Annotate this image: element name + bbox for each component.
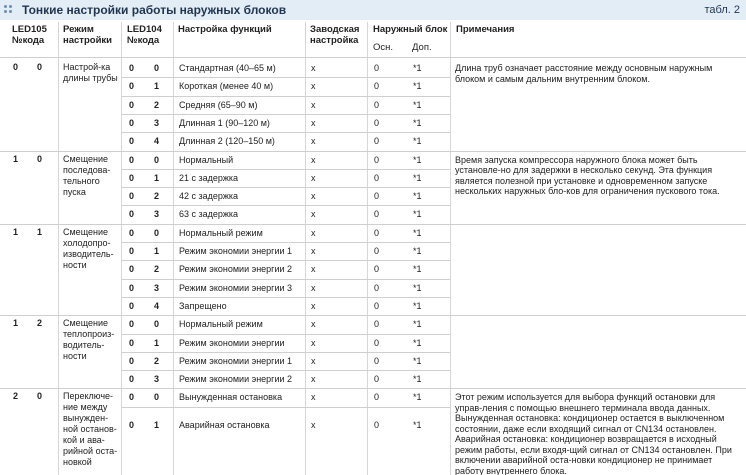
led104-code-a: 0 [129,337,135,348]
led105-code-a: 2 [13,391,19,402]
outdoor-main: 0 [374,246,380,256]
function-setting: Режим экономии энергии 3 [179,282,293,293]
function-setting: Аварийная остановка [179,419,270,430]
outdoor-main: 0 [374,337,380,348]
outdoor-main: 0 [374,282,380,293]
row-divider [121,260,450,261]
table-number: табл. 2 [704,4,740,16]
row-divider [121,205,450,206]
function-setting: Нормальный режим [179,319,263,330]
outdoor-additional: *1 [413,355,422,366]
led105-code-b: 0 [37,153,43,164]
column-divider [58,22,59,475]
led104-code-b: 2 [154,99,160,110]
row-divider [121,114,450,115]
led104-code-a: 0 [129,191,135,202]
led104-code-a: 0 [129,209,135,220]
function-setting: Режим экономии энергии 2 [179,374,293,385]
factory-setting: x [311,81,316,92]
led105-code-b: 0 [37,62,43,72]
led104-code-a: 0 [129,246,135,256]
outdoor-main: 0 [374,63,380,73]
outdoor-main: 0 [374,154,380,165]
led104-code-b: 1 [154,172,160,183]
led104-code-a: 0 [129,355,135,366]
header-function: Настройка функций [178,24,272,35]
led105-code-a: 1 [13,318,19,329]
function-setting: 42 с задержка [179,191,239,202]
factory-setting: x [311,227,316,238]
outdoor-main: 0 [374,264,380,275]
factory-setting: x [311,264,316,275]
led104-code-b: 3 [154,282,160,293]
outdoor-additional: *1 [413,209,422,220]
outdoor-additional: *1 [413,392,422,403]
outdoor-main: 0 [374,99,380,110]
factory-setting: x [311,117,316,128]
outdoor-additional: *1 [413,246,422,256]
led104-code-b: 0 [154,154,160,165]
factory-setting: x [311,99,316,110]
group-divider [0,224,746,225]
row-divider [121,77,450,78]
factory-setting: x [311,154,316,165]
function-setting: Стандартная (40–65 м) [179,63,276,73]
factory-setting: x [311,300,316,311]
factory-setting: x [311,374,316,385]
row-divider [121,132,450,133]
row-divider [121,187,450,188]
header-led104: LED104 №кода [127,24,162,46]
setting-note: Время запуска компрессора наружного блока может быть установле-но для задержки в несколько секунд. Эта функция является полезной при установке и одновременном запуске нескольких наружных бло-ков для ограничения пускового тока. [455,154,720,196]
outdoor-main: 0 [374,392,380,403]
table-title: Тонкие настройки работы наружных блоков [22,3,287,17]
outdoor-main: 0 [374,172,380,183]
header-mode: Режим настройки [63,24,112,46]
outdoor-additional: *1 [413,63,422,73]
row-divider [121,242,450,243]
setting-mode-name: Настрой-ка длины трубы [63,62,118,83]
function-setting: Нормальный режим [179,227,263,238]
function-setting: Запрещено [179,300,227,311]
header-notes: Примечания [456,24,515,35]
led104-code-a: 0 [129,374,135,385]
led105-code-a: 1 [13,226,19,237]
outdoor-additional: *1 [413,319,422,330]
outdoor-main: 0 [374,355,380,366]
setting-note: Этот режим используется для выбора функций остановки для управ-ления с помощью внешнего терминала ввода данных. Вынужденная остановка: кондиционер остается в выключенном состоянии, даже если входящий сигнал от CN134 остановлен. Аварийная остановка: кондиционер возвращается в исходный режим работы, если входя-щий сигнал от CN134 остановлен. При включении аварийной оста-новки кондиционер не принимает работу внутреннего блока. [455,392,732,475]
function-setting: Режим экономии энергии 1 [179,246,293,256]
led105-code-b: 0 [37,391,43,402]
setting-mode-name: Смещение теплопроиз-водитель-ности [63,318,115,362]
setting-note: Длина труб означает расстояние между основным наружным блоком и самым дальним внутренним блоком. [455,63,713,84]
led105-code-a: 1 [13,153,19,164]
led104-code-a: 0 [129,99,135,110]
led104-code-a: 0 [129,81,135,92]
outdoor-additional: *1 [413,300,422,311]
led104-code-a: 0 [129,117,135,128]
header-factory: Заводская настройка [310,24,360,46]
function-setting: Вынужденная остановка [179,392,283,403]
led104-code-a: 0 [129,227,135,238]
row-divider [121,297,450,298]
led104-code-b: 3 [154,374,160,385]
led104-code-a: 0 [129,419,135,430]
led105-code-a: 0 [13,62,19,72]
led104-code-b: 0 [154,392,160,403]
header-outdoor-unit: Наружный блок [373,24,448,35]
led104-code-b: 0 [154,227,160,238]
led104-code-b: 1 [154,419,160,430]
row-divider [121,407,450,408]
outdoor-main: 0 [374,136,380,147]
outdoor-additional: *1 [413,419,422,430]
factory-setting: x [311,355,316,366]
row-divider [121,370,450,371]
function-setting: Нормальный [179,154,234,165]
dots-grid-icon [4,5,14,15]
led104-code-a: 0 [129,392,135,403]
led104-code-a: 0 [129,63,135,73]
row-divider [121,279,450,280]
led104-code-a: 0 [129,172,135,183]
outdoor-main: 0 [374,117,380,128]
factory-setting: x [311,172,316,183]
function-setting: 63 с задержка [179,209,239,220]
outdoor-additional: *1 [413,154,422,165]
outdoor-additional: *1 [413,136,422,147]
function-setting: Короткая (менее 40 м) [179,81,274,92]
outdoor-main: 0 [374,319,380,330]
factory-setting: x [311,246,316,256]
led104-code-b: 2 [154,264,160,275]
outdoor-additional: *1 [413,191,422,202]
group-divider [0,315,746,316]
header-led105: LED105 №кода [12,24,47,46]
outdoor-additional: *1 [413,99,422,110]
factory-setting: x [311,191,316,202]
row-divider [121,334,450,335]
group-divider [0,388,746,389]
function-setting: Средняя (65–90 м) [179,99,258,110]
outdoor-main: 0 [374,81,380,92]
led105-code-b: 1 [37,226,43,237]
outdoor-main: 0 [374,227,380,238]
outdoor-additional: *1 [413,81,422,92]
led104-code-a: 0 [129,300,135,311]
function-setting: Режим экономии энергии 2 [179,264,293,275]
title-bar [0,0,746,20]
outdoor-main: 0 [374,209,380,220]
led104-code-b: 2 [154,355,160,366]
led104-code-a: 0 [129,264,135,275]
outdoor-additional: *1 [413,227,422,238]
led104-code-b: 2 [154,191,160,202]
led104-code-a: 0 [129,136,135,147]
function-setting: 21 с задержка [179,172,239,183]
outdoor-additional: *1 [413,374,422,385]
function-setting: Длинная 2 (120–150 м) [179,136,275,147]
factory-setting: x [311,392,316,403]
led104-code-a: 0 [129,154,135,165]
factory-setting: x [311,282,316,293]
led104-code-b: 3 [154,209,160,220]
outdoor-main: 0 [374,374,380,385]
led104-code-b: 4 [154,136,160,147]
led104-code-b: 0 [154,319,160,330]
setting-mode-name: Переключе-ние между вынужден-ной останов-кой и ава-рийной оста-новкой [63,391,118,468]
factory-setting: x [311,136,316,147]
outdoor-additional: *1 [413,264,422,275]
row-divider [121,352,450,353]
outdoor-additional: *1 [413,282,422,293]
factory-setting: x [311,337,316,348]
setting-mode-name: Смещение холодопро-изводитель-ности [63,226,114,270]
factory-setting: x [311,209,316,220]
header-divider [0,57,746,58]
outdoor-main: 0 [374,419,380,430]
led104-code-a: 0 [129,282,135,293]
group-divider [0,151,746,152]
function-setting: Длинная 1 (90–120 м) [179,117,270,128]
row-divider [121,169,450,170]
header-main: Осн. [373,42,394,53]
function-setting: Режим экономии энергии [179,337,285,348]
column-divider [450,22,451,475]
function-setting: Режим экономии энергии 1 [179,355,293,366]
factory-setting: x [311,319,316,330]
outdoor-additional: *1 [413,337,422,348]
row-divider [121,96,450,97]
led104-code-b: 4 [154,300,160,311]
outdoor-additional: *1 [413,172,422,183]
led104-code-b: 0 [154,63,160,73]
factory-setting: x [311,63,316,73]
factory-setting: x [311,419,316,430]
header-additional: Доп. [412,42,432,53]
led104-code-a: 0 [129,319,135,330]
led104-code-b: 1 [154,337,160,348]
led104-code-b: 1 [154,81,160,92]
led104-code-b: 1 [154,246,160,256]
led105-code-b: 2 [37,318,43,329]
outdoor-main: 0 [374,300,380,311]
led104-code-b: 3 [154,117,160,128]
outdoor-additional: *1 [413,117,422,128]
setting-mode-name: Смещение последова-тельного пуска [63,153,111,197]
outdoor-main: 0 [374,191,380,202]
